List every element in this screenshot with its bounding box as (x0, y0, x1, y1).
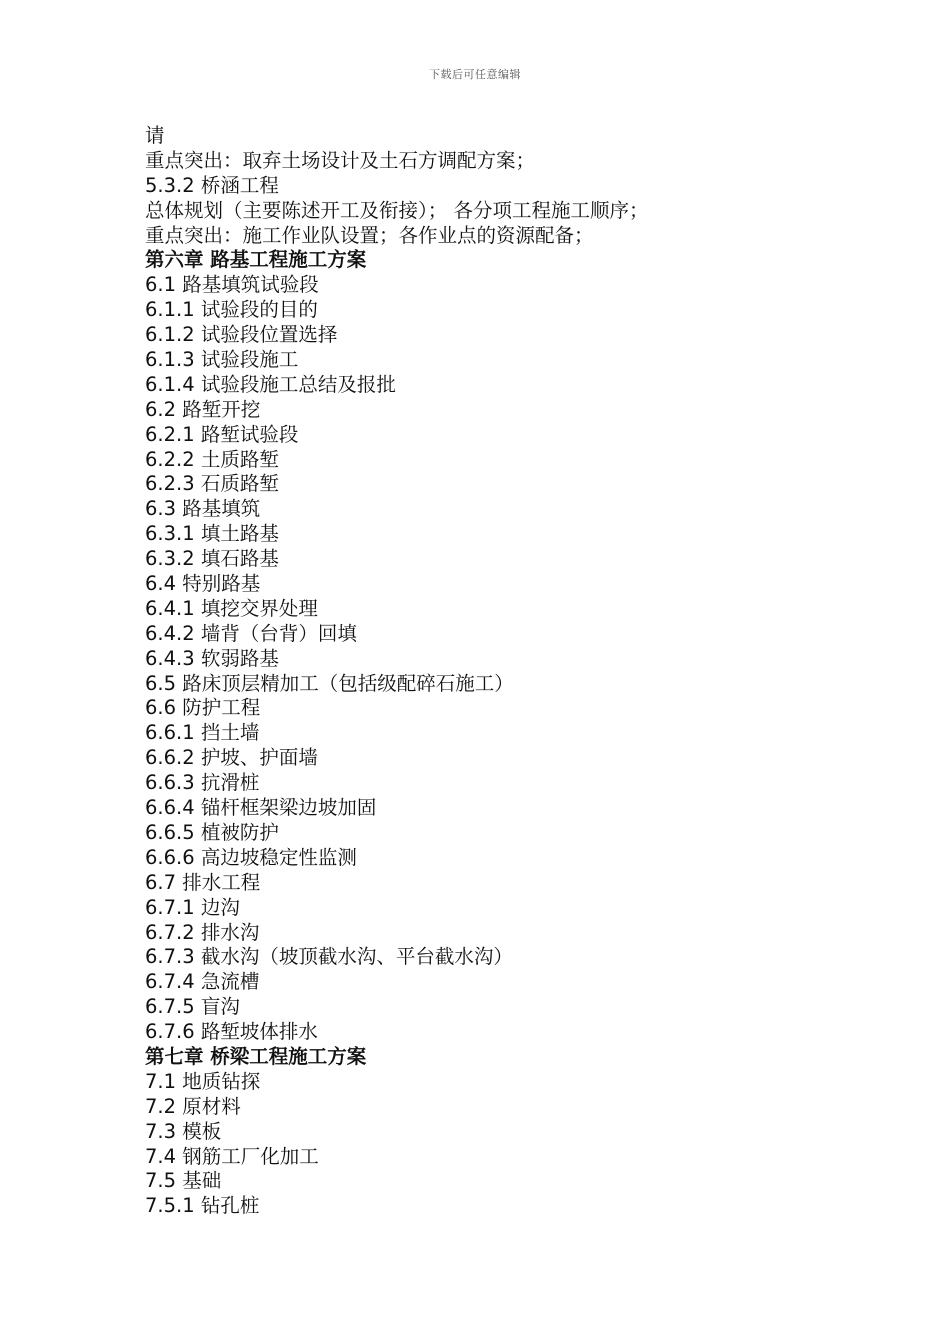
toc-line: 7.1 地质钻探 (145, 1069, 261, 1093)
toc-line: 6.6 防护工程 (145, 696, 261, 720)
toc-line: 6.7.5 盲沟 (145, 995, 240, 1019)
toc-line: 6.5 路床顶层精加工（包括级配碎石施工） (145, 671, 514, 695)
toc-line: 6.7.4 急流槽 (145, 970, 260, 994)
toc-line: 6.7.2 排水沟 (145, 920, 260, 944)
toc-line: 6.1.3 试验段施工 (145, 348, 299, 372)
toc-line: 6.2.3 石质路堑 (145, 472, 279, 496)
toc-line: 6.3 路基填筑 (145, 497, 261, 521)
toc-line: 6.7.6 路堑坡体排水 (145, 1020, 318, 1044)
toc-line: 总体规划（主要陈述开工及衔接）； 各分项工程施工顺序； (145, 198, 649, 222)
toc-line: 6.6.2 护坡、护面墙 (145, 746, 318, 770)
toc-line: 6.6.3 抗滑桩 (145, 771, 260, 795)
document-body (145, 124, 845, 1219)
page-header-note: 下载后可任意编辑 (429, 68, 521, 81)
toc-line: 6.3.1 填土路基 (145, 522, 279, 546)
toc-line: 6.6.6 高边坡稳定性监测 (145, 845, 357, 869)
toc-line: 6.7.3 截水沟（坡顶截水沟、平台截水沟） (145, 945, 513, 969)
toc-line: 6.6.4 锚杆框架梁边坡加固 (145, 796, 377, 820)
toc-line: 7.5.1 钻孔桩 (145, 1194, 260, 1218)
toc-line: 6.7.1 边沟 (145, 895, 240, 919)
toc-line: 6.6.1 挡土墙 (145, 721, 260, 745)
toc-line: 7.2 原材料 (145, 1094, 241, 1118)
toc-line: 6.2 路堑开挖 (145, 397, 261, 421)
toc-line: 6.4.1 填挖交界处理 (145, 596, 318, 620)
toc-line: 6.1.1 试验段的目的 (145, 298, 318, 322)
toc-line: 重点突出：取弃土场设计及土石方调配方案； (145, 148, 536, 172)
toc-line: 6.2.1 路堑试验段 (145, 422, 299, 446)
toc-line: 7.4 钢筋工厂化加工 (145, 1144, 319, 1168)
chapter-heading: 第六章 路基工程施工方案 (145, 248, 367, 272)
toc-line: 6.4.3 软弱路基 (145, 646, 279, 670)
toc-line: 6.4 特别路基 (145, 572, 261, 596)
toc-line: 6.7 排水工程 (145, 870, 261, 894)
toc-line: 5.3.2 桥涵工程 (145, 173, 279, 197)
toc-line: 请 (145, 124, 165, 147)
toc-line: 6.2.2 土质路堑 (145, 447, 279, 471)
toc-line: 6.6.5 植被防护 (145, 820, 279, 844)
toc-line: 6.4.2 墙背（台背）回填 (145, 621, 357, 645)
toc-line: 重点突出：施工作业队设置；各作业点的资源配备； (145, 223, 594, 247)
toc-line: 6.1.4 试验段施工总结及报批 (145, 372, 396, 396)
toc-line: 6.1 路基填筑试验段 (145, 273, 319, 297)
toc-line: 7.3 模板 (145, 1119, 222, 1143)
toc-line: 6.3.2 填石路基 (145, 547, 279, 571)
chapter-heading: 第七章 桥梁工程施工方案 (145, 1044, 367, 1068)
toc-line: 6.1.2 试验段位置选择 (145, 323, 338, 347)
toc-line: 7.5 基础 (145, 1169, 222, 1193)
